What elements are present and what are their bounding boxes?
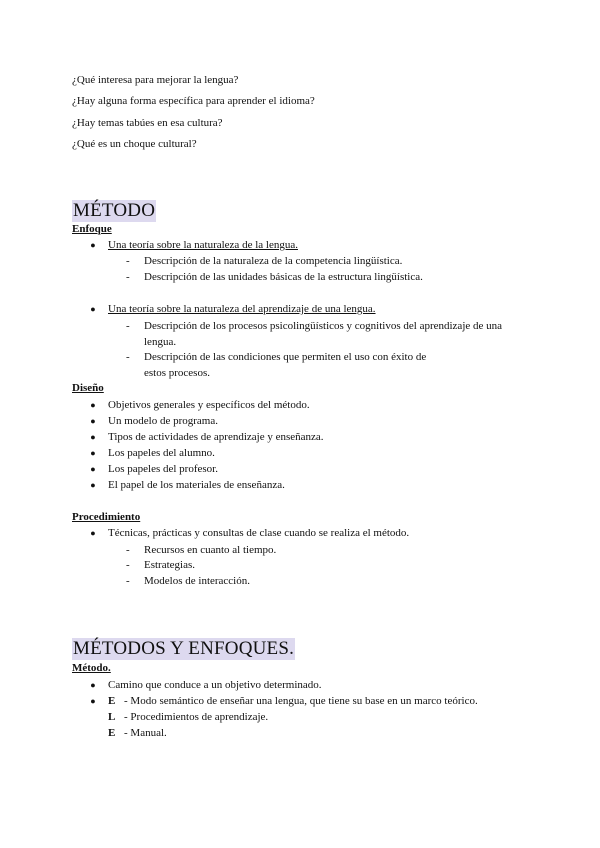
bullet-icon: ● (90, 480, 96, 490)
sub-list-item-text: Modelos de interacción. (144, 575, 250, 587)
dash-marker: - (126, 271, 130, 283)
list-item-text: Técnicas, prácticas y consultas de clase cuando se realiza el método. (108, 527, 410, 539)
question-line: ¿Qué es un choque cultural? (72, 138, 197, 150)
list-item-text: Un modelo de programa. (108, 415, 218, 427)
list-item-text: El papel de los materiales de enseñanza. (108, 479, 285, 491)
dash-marker: - (126, 320, 130, 332)
list-item-text: Una teoría sobre la naturaleza del aprendizaje de una lengua. (108, 303, 376, 315)
section-title-metodos-enfoques: MÉTODOS Y ENFOQUES. (73, 638, 295, 659)
list-item-text: Objetivos generales y específicos del método. (108, 399, 310, 411)
question-line: ¿Hay temas tabúes en esa cultura? (72, 117, 223, 129)
dash-marker: - (126, 255, 130, 267)
sub-list-item-text: Descripción de los procesos psicolingüísticos y cognitivos del aprendizaje de una lengua. (144, 320, 503, 348)
sub-list-item-text: Estrategias. (144, 559, 196, 571)
list-item-text: Los papeles del profesor. (108, 463, 218, 475)
bullet-icon: ● (90, 432, 96, 442)
subheading-metodo: Método. (72, 662, 111, 674)
list-item-text: Tipos de actividades de aprendizaje y enseñanza. (108, 431, 324, 443)
subheading-enfoque: Enfoque (72, 223, 112, 235)
bullet-icon: ● (90, 448, 96, 458)
acronym-line (108, 726, 167, 740)
question-line: ¿Qué interesa para mejorar la lengua? (72, 74, 239, 86)
sub-list-item-text: Descripción de la naturaleza de la competencia lingüística. (144, 255, 403, 267)
acronym-text: - Manual. (124, 727, 167, 739)
acronym-letter: E (108, 727, 116, 739)
acronym-line (108, 710, 268, 724)
dash-marker: - (126, 559, 130, 571)
bullet-icon: ● (90, 400, 96, 410)
list-item-text: Camino que conduce a un objetivo determinado. (108, 679, 322, 691)
acronym-letter: L (108, 711, 116, 723)
dash-marker: - (126, 544, 130, 556)
list-item-text: Los papeles del alumno. (108, 447, 215, 459)
question-line: ¿Hay alguna forma específica para aprender el idioma? (72, 95, 315, 107)
list-item-text: Una teoría sobre la naturaleza de la lengua. (108, 239, 298, 251)
subheading-diseno: Diseño (72, 382, 104, 394)
bullet-icon: ● (90, 240, 96, 250)
sub-list-item-text: Recursos en cuanto al tiempo. (144, 544, 277, 556)
dash-marker: - (126, 575, 130, 587)
acronym-text: - Modo semántico de enseñar una lengua, que tiene su base en un marco teórico. (124, 695, 478, 707)
subheading-procedimiento: Procedimiento (72, 511, 141, 523)
sub-list-item-text: Descripción de las unidades básicas de la estructura lingüística. (144, 271, 423, 283)
section-title-metodo: MÉTODO (73, 200, 156, 221)
acronym-text: - Procedimientos de aprendizaje. (124, 711, 269, 723)
acronym-line (108, 694, 478, 708)
sub-list-item-text: Descripción de las condiciones que permiten el uso con éxito de estos procesos. (144, 351, 427, 379)
bullet-icon: ● (90, 528, 96, 538)
acronym-letter: E (108, 695, 116, 707)
bullet-icon: ● (90, 416, 96, 426)
bullet-icon: ● (90, 680, 96, 690)
dash-marker: - (126, 351, 130, 363)
bullet-icon: ● (90, 696, 96, 706)
bullet-icon: ● (90, 464, 96, 474)
bullet-icon: ● (90, 304, 96, 314)
